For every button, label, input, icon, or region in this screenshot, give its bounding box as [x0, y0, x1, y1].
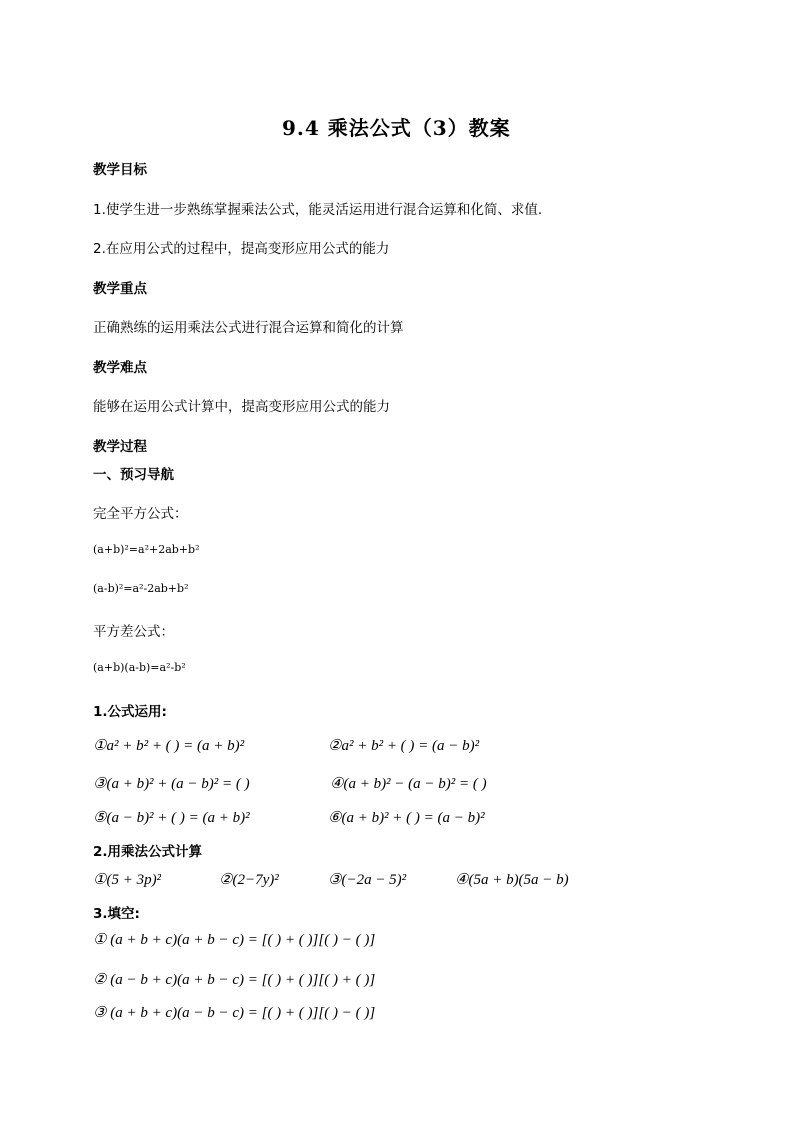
- perfect-square-label: 完全平方公式：: [93, 506, 188, 522]
- exercise-1-item-4: ④(a + b)² − (a − b)² = ( ): [330, 776, 487, 792]
- exercise-2-item-4: ④(5a + b)(5a − b): [455, 872, 569, 888]
- exercise-2-item-2: ②(2−7y)²: [219, 872, 279, 888]
- difficulty-heading: 教学难点: [93, 360, 147, 376]
- exercise-1-item-6: ⑥(a + b)² + ( ) = (a − b)²: [328, 810, 485, 826]
- preview-heading: 一、预习导航: [93, 467, 174, 483]
- exercise-3-item-3: ③ (a + b + c)(a − b − c) = [( ) + ( )][( ) − ( )]: [93, 1005, 376, 1021]
- formula-perfect-square-minus: (a-b)²=a²-2ab+b²: [93, 582, 189, 595]
- diff-square-label: 平方差公式：: [93, 624, 174, 640]
- goal-heading: 教学目标: [93, 162, 147, 178]
- exercise-2-item-1: ①(5 + 3p)²: [93, 872, 162, 888]
- page-title: 9.4 乘法公式（3）教案: [282, 116, 511, 140]
- process-heading: 教学过程: [93, 439, 147, 455]
- formula-diff-square: (a+b)(a-b)=a²-b²: [93, 661, 186, 674]
- exercise-1-item-5: ⑤(a − b)² + ( ) = (a + b)²: [93, 810, 250, 826]
- exercise-3-item-1: ① (a + b + c)(a + b − c) = [( ) + ( )][( ) − ( )]: [93, 932, 376, 948]
- formula-perfect-square-plus: (a+b)²=a²+2ab+b²: [93, 543, 200, 556]
- goal-2: 2.在应用公式的过程中，提高变形应用公式的能力: [93, 241, 390, 257]
- exercise-1-item-3: ③(a + b)² + (a − b)² = ( ): [93, 776, 250, 792]
- exercise-3-item-2: ② (a − b + c)(a + b − c) = [( ) + ( )][( ) + ( )]: [93, 972, 376, 988]
- exercise-3-heading: 3.填空:: [93, 906, 140, 922]
- difficulty-text: 能够在运用公式计算中，提高变形应用公式的能力: [93, 399, 390, 415]
- key-heading: 教学重点: [93, 281, 147, 297]
- exercise-1-item-2: ②a² + b² + ( ) = (a − b)²: [328, 738, 480, 754]
- exercise-1-heading: 1.公式运用:: [93, 704, 167, 720]
- exercise-2-heading: 2.用乘法公式计算: [93, 844, 203, 860]
- exercise-1-item-1: ①a² + b² + ( ) = (a + b)²: [93, 738, 245, 754]
- goal-1: 1.使学生进一步熟练掌握乘法公式，能灵活运用进行混合运算和化简、求值.: [93, 202, 543, 218]
- exercise-2-item-3: ③(−2a − 5)²: [328, 872, 407, 888]
- key-text: 正确熟练的运用乘法公式进行混合运算和简化的计算: [93, 320, 404, 336]
